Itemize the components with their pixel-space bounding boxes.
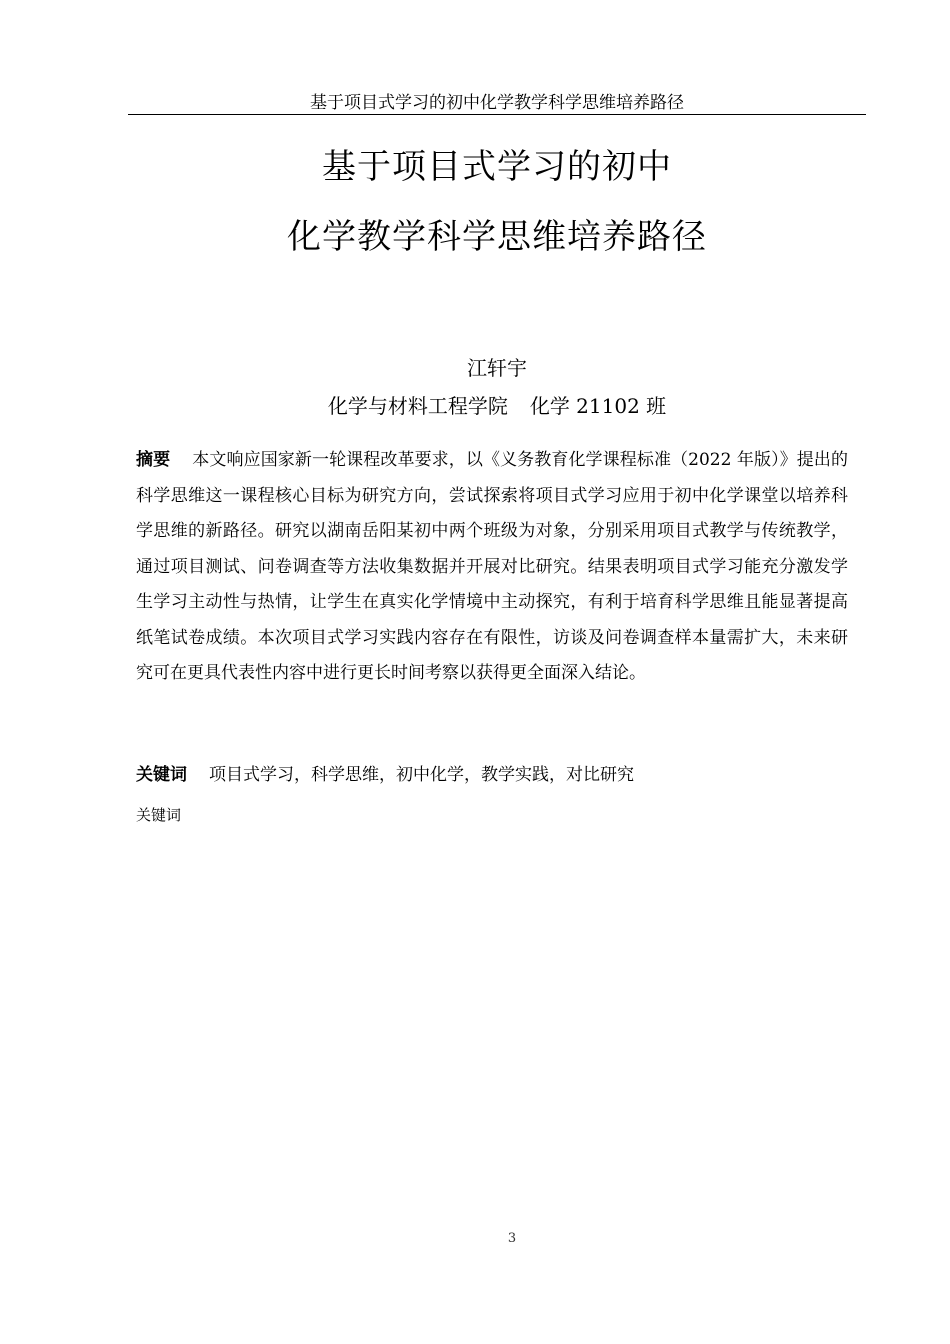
title-line-1: 基于项目式学习的初中	[322, 147, 672, 187]
keywords-label: 关键词	[136, 765, 187, 785]
abstract-text: 本文响应国家新一轮课程改革要求，以《义务教育化学课程标准（2022 年版）》提出的科学思维这一课程核心目标为研究方向，尝试探索将项目式学习应用于初中化学课堂以培养科学思维的新路径。研究以湖南岳阳某初中两个班级为对象，分别采用项目式教学与传统教学，通过项目测试、问卷调查等方法收集数据并开展对比研究。结果表明项目式学习能充分激发学生学习主动性与热情，让学生在真实化学情境中主动探究，有利于培育科学思维且能显著提高纸笔试卷成绩。本次项目式学习实践内容存在有限性，访谈及问卷调查样本量需扩大，未来研究可在更具代表性内容中进行更长时间考察以获得更全面深入结论。	[136, 450, 849, 683]
abstract-label: 摘要	[136, 450, 171, 470]
keywords-extra-label: 关键词	[136, 806, 182, 824]
keywords-text: 项目式学习，科学思维，初中化学，教学实践，对比研究	[209, 765, 634, 785]
header-rule	[128, 114, 866, 115]
affiliation-class: 化学 21102 班	[529, 394, 667, 418]
affiliation-school: 化学与材料工程学院	[327, 394, 508, 418]
page-number: 3	[507, 1231, 517, 1246]
affiliation	[100, 392, 894, 420]
title-line-2: 化学教学科学思维培养路径	[287, 217, 707, 257]
keywords	[136, 758, 848, 793]
abstract	[136, 443, 848, 692]
running-header: 基于项目式学习的初中化学教学科学思维培养路径	[310, 93, 684, 113]
author-name: 江轩宇	[467, 356, 527, 380]
